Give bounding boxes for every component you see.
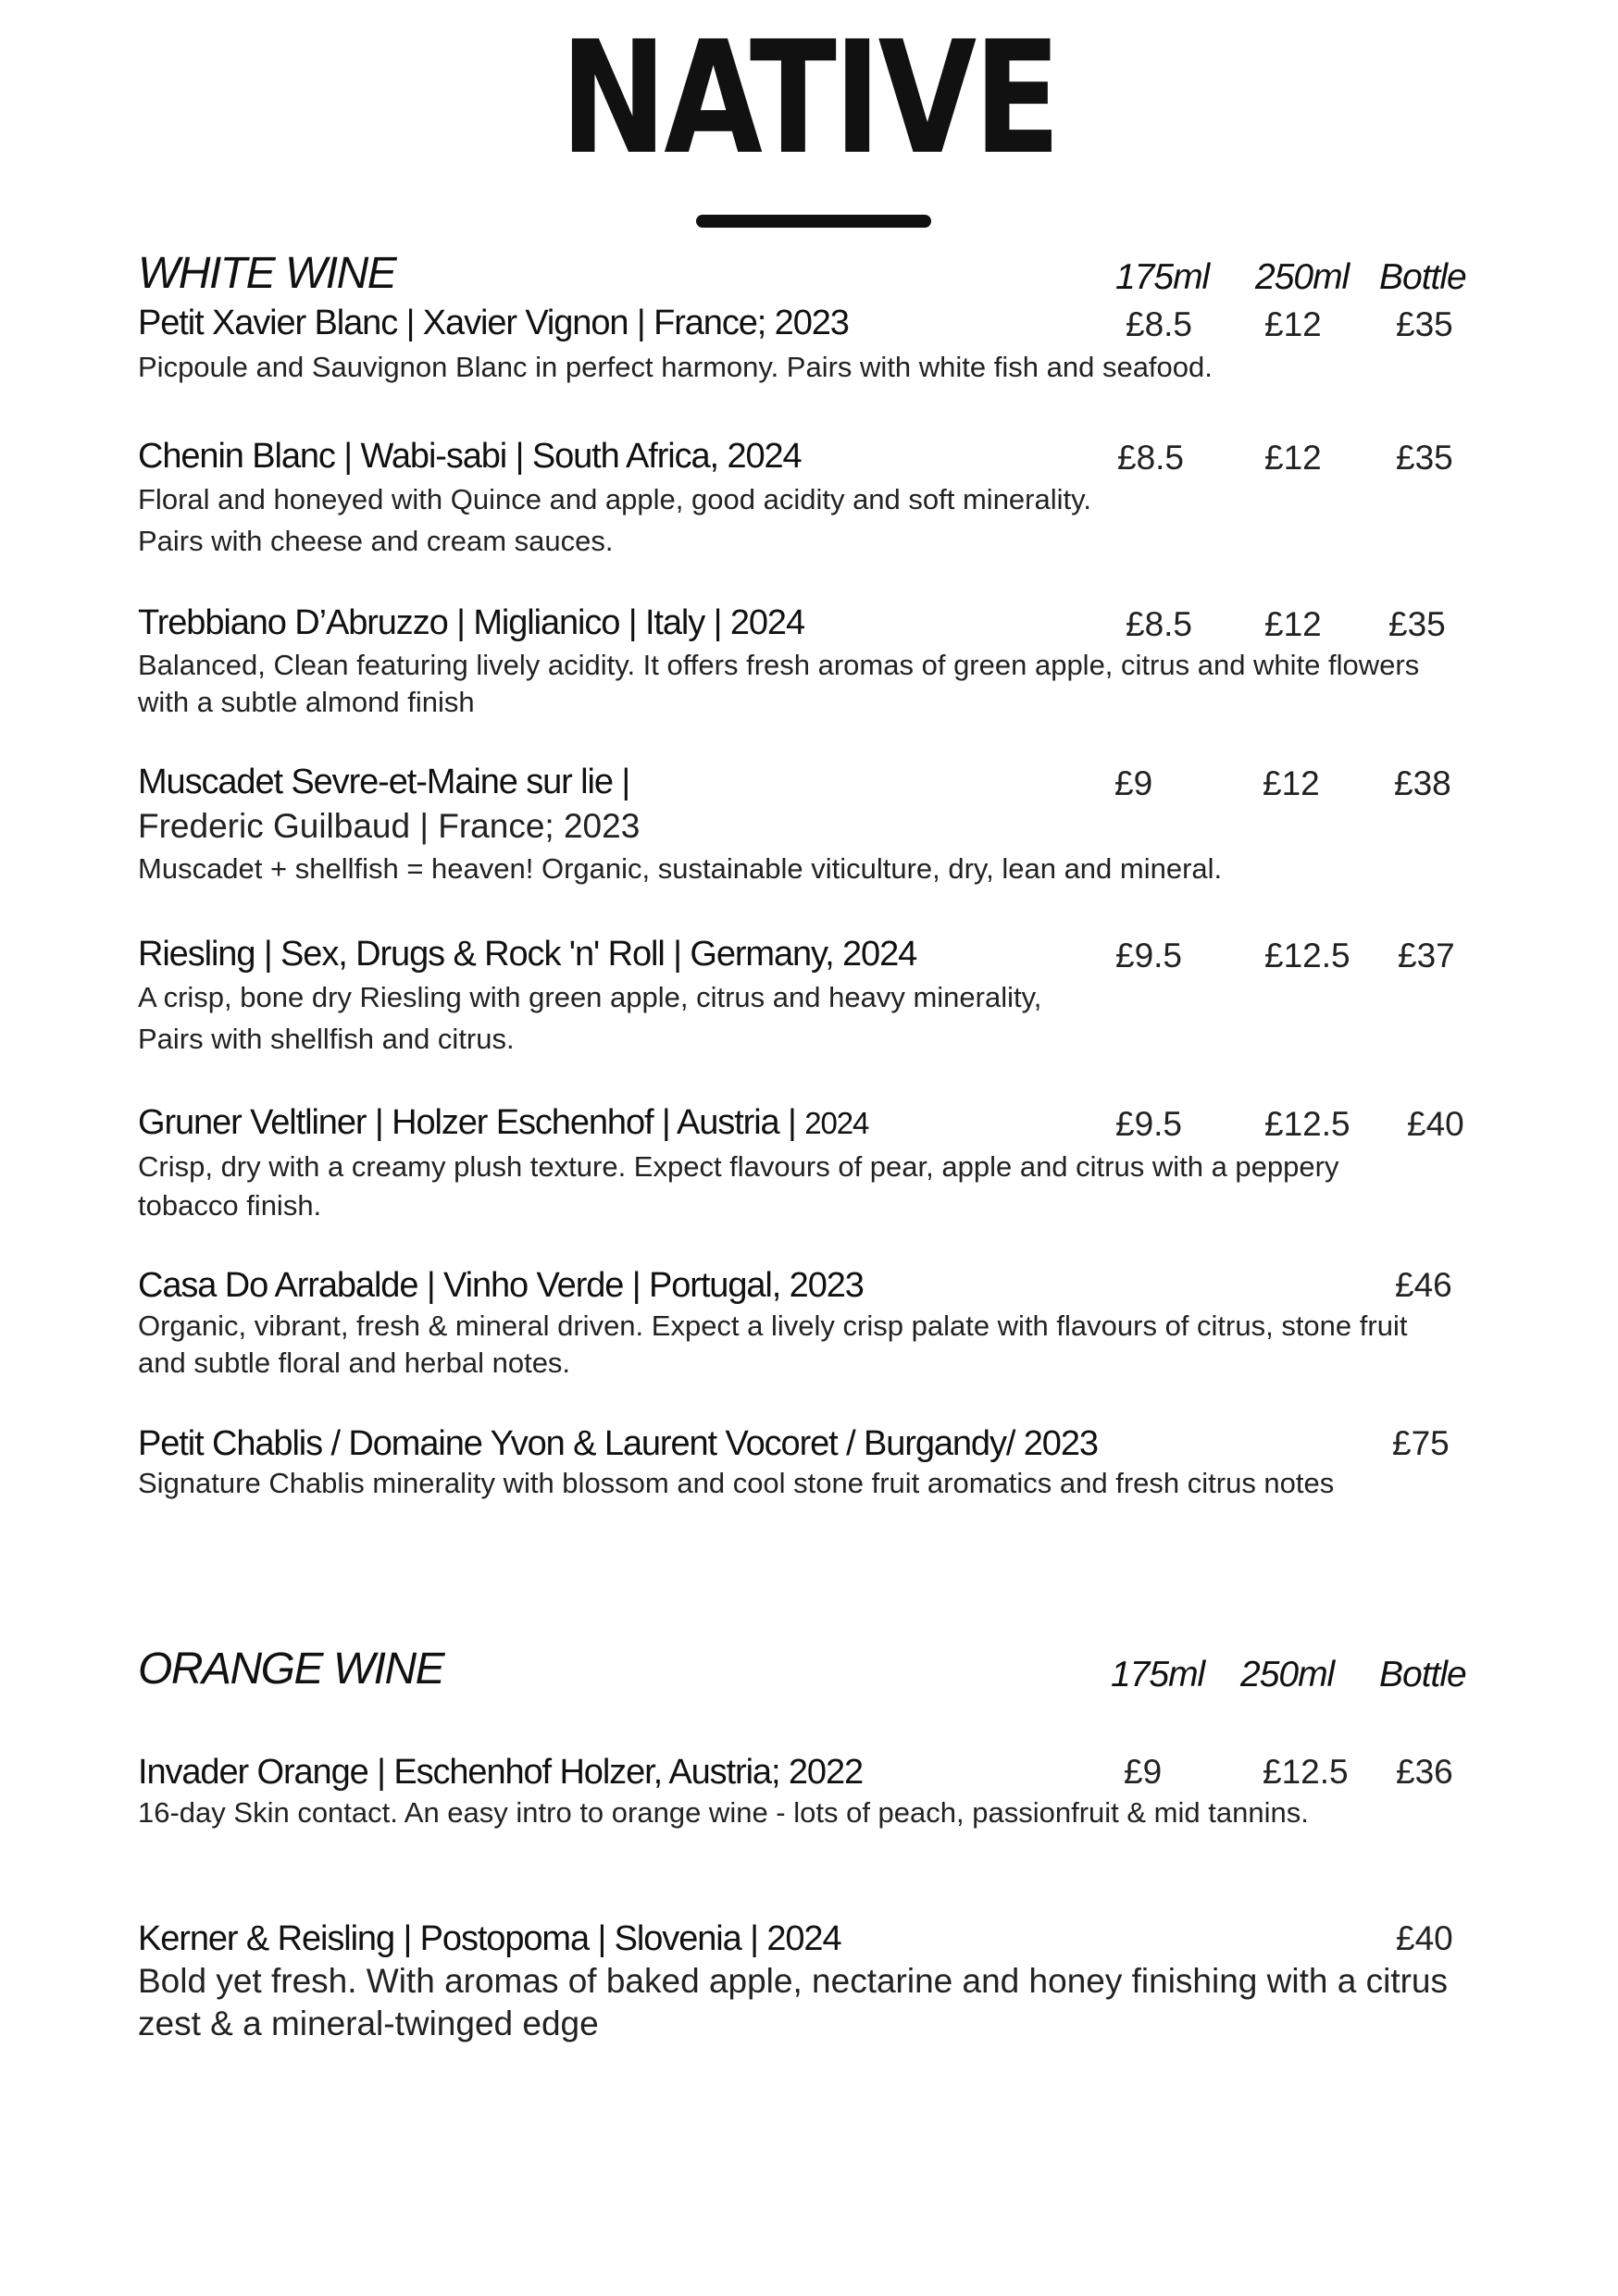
price-175: £8.5 — [1126, 605, 1193, 643]
wine-desc-line: Pairs with cheese and cream sauces. — [138, 525, 614, 557]
price-175: £9.5 — [1115, 937, 1183, 974]
price-bottle: £40 — [1407, 1105, 1464, 1143]
wine-desc-line: A crisp, bone dry Riesling with green apple, citrus and heavy minerality, — [138, 981, 1042, 1013]
wine-name: Kerner & Reisling | Postopoma | Slovenia | 2024 — [138, 1919, 841, 1958]
section-title-white: WHITE WINE — [138, 249, 396, 298]
price-bottle: £35 — [1396, 305, 1453, 343]
wine-name: Muscadet Sevre-et-Maine sur lie | — [138, 763, 630, 801]
wine-desc-line: 16-day Skin contact. An easy intro to orange wine - lots of peach, passionfruit & mid tannins. — [138, 1796, 1309, 1829]
col-head-250: 250ml — [1240, 1655, 1335, 1694]
price-bottle: £35 — [1388, 605, 1446, 643]
price-bottle: £46 — [1395, 1266, 1452, 1304]
col-head-bottle: Bottle — [1379, 1655, 1466, 1694]
price-bottle: £75 — [1392, 1424, 1450, 1462]
price-250: £12 — [1264, 305, 1322, 343]
price-bottle: £40 — [1396, 1919, 1453, 1957]
logo-underline — [696, 215, 931, 228]
price-bottle: £36 — [1396, 1753, 1453, 1791]
wine-desc-line: Signature Chablis minerality with blossom and cool stone fruit aromatics and fresh citrus notes — [138, 1467, 1335, 1499]
col-head-175: 175ml — [1115, 257, 1210, 297]
col-head-175: 175ml — [1111, 1655, 1205, 1694]
wine-desc-line: Muscadet + shellfish = heaven! Organic, sustainable viticulture, dry, lean and mineral. — [138, 852, 1223, 885]
wine-name: Casa Do Arrabalde | Vinho Verde | Portugal, 2023 — [138, 1266, 864, 1305]
wine-desc-line: Balanced, Clean featuring lively acidity. It offers fresh aromas of green apple, citrus and white flowers — [138, 649, 1420, 681]
wine-name — [138, 1105, 868, 1140]
wine-name: Trebbiano D’Abruzzo | Miglianico | Italy | 2024 — [138, 603, 804, 642]
price-175: £9.5 — [1115, 1105, 1183, 1143]
wine-name: Riesling | Sex, Drugs & Rock 'n' Roll | Germany, 2024 — [138, 935, 917, 974]
price-250: £12.5 — [1264, 1105, 1350, 1143]
wine-desc-line: Picpoule and Sauvignon Blanc in perfect harmony. Pairs with white fish and seafood. — [138, 351, 1213, 383]
wine-desc-line: zest & a mineral-twinged edge — [138, 2004, 599, 2042]
wine-name-main: Gruner Veltliner | Holzer Eschenhof | Austria | — [138, 1103, 796, 1142]
brand-logo: NATIVE — [560, 7, 1058, 189]
price-bottle: £37 — [1398, 937, 1455, 974]
wine-name: Petit Chablis / Domaine Yvon & Laurent Vocoret / Burgandy/ 2023 — [138, 1424, 1098, 1463]
price-250: £12.5 — [1264, 937, 1350, 974]
price-175: £8.5 — [1126, 305, 1193, 343]
section-title-orange: ORANGE WINE — [138, 1644, 444, 1694]
col-head-bottle: Bottle — [1379, 257, 1466, 297]
wine-desc-line: Pairs with shellfish and citrus. — [138, 1023, 515, 1055]
wine-name: Petit Xavier Blanc | Xavier Vignon | France; 2023 — [138, 304, 849, 342]
price-bottle: £38 — [1394, 764, 1451, 802]
wine-desc-line: Floral and honeyed with Quince and apple, good acidity and soft minerality. — [138, 483, 1091, 515]
wine-desc-line: Crisp, dry with a creamy plush texture. Expect flavours of pear, apple and citrus with a peppery — [138, 1150, 1339, 1183]
wine-desc-line: with a subtle almond finish — [138, 686, 475, 718]
price-250: £12 — [1264, 439, 1322, 477]
wine-desc-line: and subtle floral and herbal notes. — [138, 1347, 571, 1379]
price-250: £12.5 — [1263, 1753, 1349, 1791]
wine-desc-line: Organic, vibrant, fresh & mineral driven. Expect a lively crisp palate with flavours of citrus, stone fruit — [138, 1309, 1408, 1342]
price-bottle: £35 — [1396, 439, 1453, 477]
wine-name: Invader Orange | Eschenhof Holzer, Austria; 2022 — [138, 1753, 864, 1792]
col-head-250: 250ml — [1255, 257, 1350, 297]
price-250: £12 — [1263, 764, 1320, 802]
wine-name: Chenin Blanc | Wabi-sabi | South Africa, 2024 — [138, 437, 802, 476]
price-175: £8.5 — [1117, 439, 1185, 477]
wine-name-year: 2024 — [804, 1106, 869, 1140]
wine-desc-line: tobacco finish. — [138, 1189, 322, 1222]
wine-name-line2: Frederic Guilbaud | France; 2023 — [138, 807, 641, 845]
price-250: £12 — [1264, 605, 1322, 643]
wine-desc-line: Bold yet fresh. With aromas of baked apple, nectarine and honey finishing with a citrus — [138, 1962, 1448, 2000]
price-175: £9 — [1114, 764, 1153, 802]
price-175: £9 — [1124, 1753, 1163, 1791]
